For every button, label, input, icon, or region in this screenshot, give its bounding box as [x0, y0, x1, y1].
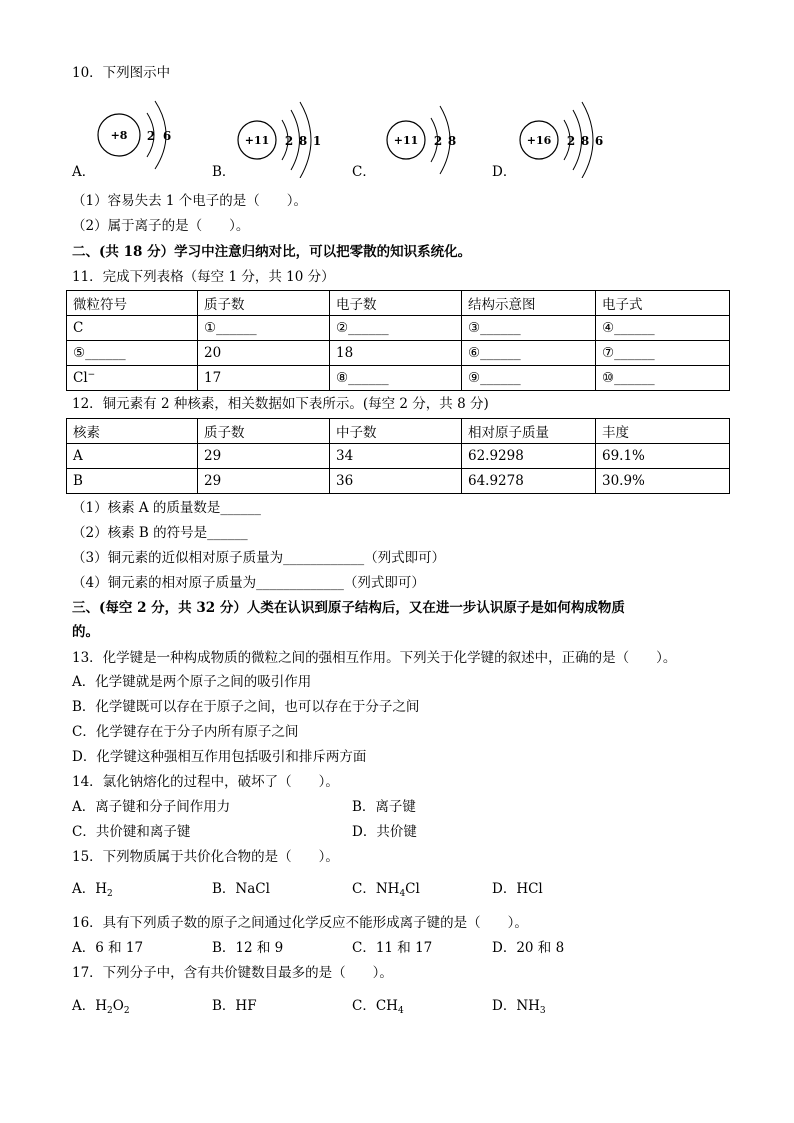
shell-electrons: 8 — [298, 134, 308, 148]
table-cell: 36 — [330, 469, 462, 494]
q17-title: 17．下列分子中，含有共价键数目最多的是（ ）。 — [72, 965, 393, 981]
table-cell: 17 — [198, 366, 330, 391]
table-row — [67, 341, 730, 366]
q10-option-a-label[interactable]: A． — [72, 164, 96, 180]
table-header-cell: 核素 — [67, 419, 198, 444]
answer-blank[interactable]: ⑦______ — [596, 341, 730, 366]
nucleus-charge: +11 — [244, 134, 270, 147]
q13-option-d[interactable]: D．化学键这种强相互作用包括吸引和排斥两方面 — [72, 749, 367, 765]
shell-electrons: 8 — [447, 134, 457, 148]
formula-main: NH — [516, 998, 540, 1014]
q17-option-d[interactable] — [492, 996, 546, 1016]
table-header-cell: 相对原子质量 — [462, 419, 596, 444]
option-letter: A． — [72, 881, 96, 897]
q15-title: 15．下列物质属于共价化合物的是（ ）。 — [72, 849, 339, 865]
q15-option-b[interactable]: B．NaCl — [212, 881, 270, 897]
atom-diagram-b — [236, 98, 336, 178]
nucleus-charge: +11 — [393, 134, 419, 147]
atom-b-svg — [236, 98, 336, 178]
atom-d-svg — [518, 98, 618, 178]
table-cell: 34 — [330, 444, 462, 469]
formula-main: O — [112, 998, 124, 1014]
q13-option-b[interactable]: B．化学键既可以存在于原子之间，也可以存在于分子之间 — [72, 699, 420, 715]
table-row — [67, 316, 730, 341]
answer-blank[interactable]: ⑨______ — [462, 366, 596, 391]
table-row — [67, 366, 730, 391]
q11-title: 11．完成下列表格（每空 1 分，共 10 分） — [72, 269, 335, 285]
ion-charge: − — [87, 370, 96, 380]
option-letter: C． — [352, 998, 376, 1014]
q10-sub1: （1）容易失去 1 个电子的是（ ）。 — [72, 193, 308, 209]
table-header-cell: 质子数 — [198, 291, 330, 316]
answer-blank[interactable]: ⑥______ — [462, 341, 596, 366]
q17-option-a[interactable] — [72, 996, 130, 1016]
shell-electrons: 8 — [580, 134, 590, 148]
q17-option-b[interactable]: B．HF — [212, 998, 257, 1014]
table-cell: B — [67, 469, 198, 494]
table-cell: 30.9% — [596, 469, 730, 494]
atom-c-svg — [384, 98, 474, 178]
nucleus-charge: +16 — [526, 134, 552, 147]
shell-electrons: 2 — [146, 129, 156, 143]
table-cell: 62.9298 — [462, 444, 596, 469]
formula-main: H — [95, 881, 108, 897]
q12-sub3: （3）铜元素的近似相对原子质量为____________（列式即可） — [72, 550, 446, 566]
formula-main: NH — [375, 881, 400, 897]
table-cell: 18 — [330, 341, 462, 366]
q14-option-a[interactable]: A．离子键和分子间作用力 — [72, 799, 231, 815]
shell-electrons: 2 — [284, 134, 294, 148]
q11-table — [66, 290, 730, 391]
q13-option-c[interactable]: C．化学键存在于分子内所有原子之间 — [72, 724, 299, 740]
q17-option-c[interactable] — [352, 996, 404, 1016]
q10-sub2: （2）属于离子的是（ ）。 — [72, 218, 250, 234]
q15-option-c[interactable] — [352, 879, 420, 899]
atom-diagram-a — [95, 95, 185, 175]
table-cell: 69.1% — [596, 444, 730, 469]
formula-main: Cl — [405, 881, 420, 897]
table-header-cell: 电子式 — [596, 291, 730, 316]
q15-option-a[interactable] — [72, 879, 113, 899]
q16-option-a[interactable]: A．6 和 17 — [72, 940, 144, 956]
q13-option-a[interactable]: A．化学键就是两个原子之间的吸引作用 — [72, 674, 312, 690]
table-header-cell: 中子数 — [330, 419, 462, 444]
q16-option-c[interactable]: C．11 和 17 — [352, 940, 433, 956]
table-header-cell: 质子数 — [198, 419, 330, 444]
q10-title: 10．下列图示中 — [72, 65, 171, 81]
table-cell: 20 — [198, 341, 330, 366]
q16-option-d[interactable]: D．20 和 8 — [492, 940, 565, 956]
q14-option-b[interactable]: B．离子键 — [352, 799, 416, 815]
ion-symbol: Cl — [73, 370, 88, 386]
answer-blank[interactable]: ⑤______ — [67, 341, 198, 366]
table-header-cell: 微粒符号 — [67, 291, 198, 316]
q15-option-d[interactable]: D．HCl — [492, 881, 543, 897]
q14-option-d[interactable]: D．共价键 — [352, 824, 417, 840]
option-letter: C． — [352, 881, 376, 897]
section3-heading-line2: 的。 — [72, 624, 99, 640]
q12-table — [66, 418, 730, 494]
q16-option-b[interactable]: B．12 和 9 — [212, 940, 284, 956]
atom-a-svg — [95, 95, 185, 175]
q12-sub4: （4）铜元素的相对原子质量为_____________（列式即可） — [72, 575, 425, 591]
option-letter: D． — [492, 998, 517, 1014]
shell-electrons: 6 — [162, 129, 172, 143]
table-cell: 64.9278 — [462, 469, 596, 494]
table-header-row — [67, 291, 730, 316]
q14-title: 14．氯化钠熔化的过程中，破坏了（ ）。 — [72, 774, 339, 790]
formula-subscript: 3 — [539, 1006, 546, 1016]
shell-electrons: 6 — [594, 134, 604, 148]
q10-option-b-label[interactable]: B． — [212, 164, 236, 180]
q16-title: 16．具有下列质子数的原子之间通过化学反应不能形成离子键的是（ ）。 — [72, 915, 528, 931]
formula-main: CH — [375, 998, 398, 1014]
answer-blank[interactable]: ②______ — [330, 316, 462, 341]
atom-diagram-d — [518, 98, 618, 178]
shell-electrons: 2 — [566, 134, 576, 148]
table-header-cell: 丰度 — [596, 419, 730, 444]
table-row — [67, 444, 730, 469]
q12-sub1: （1）核素 A 的质量数是______ — [72, 500, 261, 516]
table-header-cell: 电子数 — [330, 291, 462, 316]
option-letter: A． — [72, 998, 96, 1014]
answer-blank[interactable]: ⑩______ — [596, 366, 730, 391]
q10-option-d-label[interactable]: D． — [492, 164, 517, 180]
q12-title: 12．铜元素有 2 种核素，相关数据如下表所示。(每空 2 分，共 8 分) — [72, 396, 489, 412]
table-cell — [67, 366, 198, 391]
formula-subscript: 2 — [123, 1006, 130, 1016]
section2-heading: 二、(共 18 分）学习中注意归纳对比，可以把零散的知识系统化。 — [72, 244, 472, 260]
table-header-cell: 结构示意图 — [462, 291, 596, 316]
answer-blank[interactable]: ①______ — [198, 316, 330, 341]
q10-option-c-label[interactable]: C． — [352, 164, 376, 180]
answer-blank[interactable]: ③______ — [462, 316, 596, 341]
formula-subscript: 2 — [107, 889, 113, 899]
nucleus-charge: +8 — [110, 129, 128, 142]
formula-subscript: 4 — [397, 1006, 404, 1016]
answer-blank[interactable]: ⑧______ — [330, 366, 462, 391]
q14-option-c[interactable]: C．共价键和离子键 — [72, 824, 191, 840]
formula-subscript: 2 — [107, 1006, 113, 1016]
section3-heading-line1: 三、(每空 2 分，共 32 分）人类在认识到原子结构后，又在进一步认识原子是如何构成物质 — [72, 600, 625, 616]
table-cell: C — [67, 316, 198, 341]
table-row — [67, 469, 730, 494]
table-cell: 29 — [198, 444, 330, 469]
q13-title: 13．化学键是一种构成物质的微粒之间的强相互作用。下列关于化学键的叙述中，正确的是（ ）。 — [72, 650, 677, 666]
shell-electrons: 2 — [433, 134, 443, 148]
formula-main: H — [95, 998, 108, 1014]
formula-subscript: 4 — [399, 889, 406, 899]
table-cell: 29 — [198, 469, 330, 494]
table-header-row — [67, 419, 730, 444]
shell-electrons: 1 — [312, 134, 322, 148]
answer-blank[interactable]: ④______ — [596, 316, 730, 341]
atom-diagram-c — [384, 98, 474, 178]
q12-sub2: （2）核素 B 的符号是______ — [72, 525, 248, 541]
table-cell: A — [67, 444, 198, 469]
